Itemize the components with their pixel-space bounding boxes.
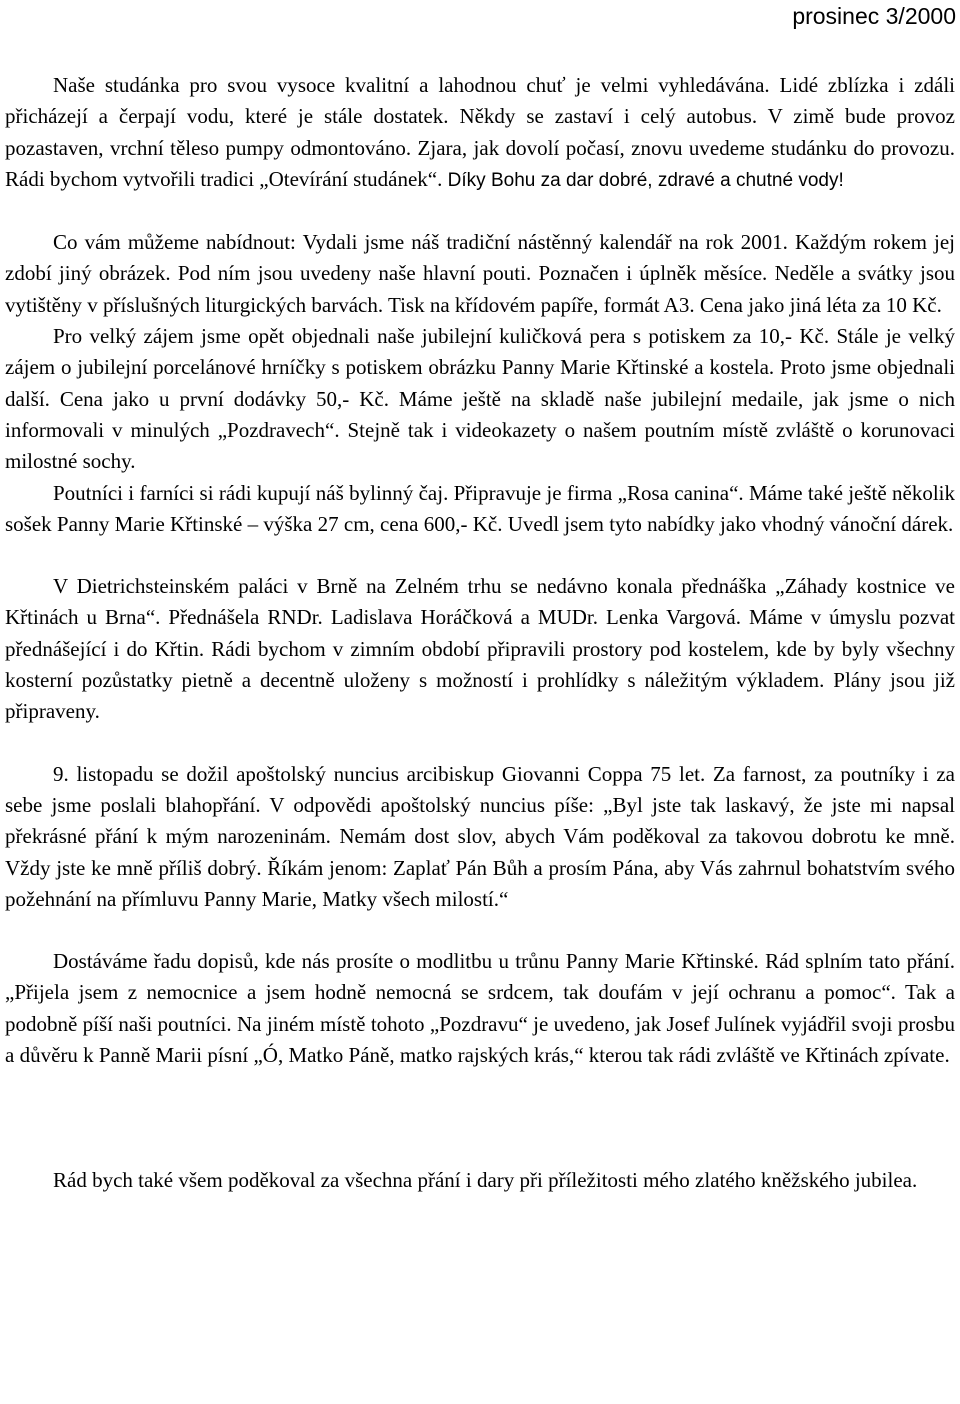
- paragraph-studanka: [5, 70, 955, 196]
- paragraph-lecture: V Dietrichsteinském paláci v Brně na Zelném trhu se nedávno konala přednáška „Záhady kostnice ve Křtinách u Brna“. Přednášela RNDr. Ladislava Horáčková a MUDr. Lenka Vargová. Máme v úmyslu pozvat přednášející i do Křtin. Rádi bychom v zimním období připravili prostory pod kostelem, kde by byly všechny kosterní pozůstatky pietně a decentně uloženy s možností i prohlídky s náležitým výkladem. Plány jsou již připraveny.: [5, 574, 955, 724]
- paragraph-studanka-text: Naše studánka pro svou vysoce kvalitní a lahodnou chuť je velmi vyhledávána. Lidé zblízka i zdáli přicházejí a čerpají vodu, které je stále dostatek. Někdy se zastaví i celý autobus. V zimě bude provoz pozastaven, vrchní těleso pumpy odmontováno. Zjara, jak dovolí počasí, znovu uvedeme studánku do provozu. Rádi bychom vytvořili tradici „Otevírání studánek“.: [5, 73, 955, 191]
- paragraph-tea: Poutníci i farníci si rádi kupují náš bylinný čaj. Připravuje je firma „Rosa canina“. Máme také ještě několik sošek Panny Marie Křtinské – výška 27 cm, cena 600,- Kč. Uvedl jsem tyto nabídky jako vhodný vánoční dárek.: [5, 480, 955, 536]
- paragraph-studanka-thanks: Díky Bohu za dar dobré, zdravé a chutné vody!: [442, 169, 844, 191]
- issue-header: prosinec 3/2000: [792, 3, 956, 29]
- paragraph-letters: Dostáváme řadu dopisů, kde nás prosíte o modlitbu u trůnu Panny Marie Křtinské. Rád splním tato přání. „Přijela jsem z nemocnice a jsem hodně nemocná se srdcem, tak doufám v její ochranu a pomoc“. Tak a podobně píší naši poutníci. Na jiném místě tohoto „Pozdravu“ je uvedeno, jak Josef Julínek vyjádřil svoji prosbu a důvěru k Panně Marii písní „Ó, Matko Páně, matko rajských krás,“ kterou tak rádi zvláště ve Křtinách zpívate.: [5, 949, 955, 1068]
- article-body: [5, 70, 955, 1197]
- paragraph-nuncio: 9. listopadu se dožil apoštolský nuncius arcibiskup Giovanni Coppa 75 let. Za farnost, za poutníky i za sebe jsme poslali blahopřání. V odpovědi apoštolský nuncius píše: „Byl jste tak laskavý, že jste mi napsal překrásné přání k mým narozeninám. Nemám dost slov, abych Vám poděkoval za takovou dobrotu ke mně. Vždy jste ke mně příliš dobrý. Říkám jenom: Zaplať Pán Bůh a prosím Pána, aby Vás zahrnul bohatstvím svého požehnání na přímluvu Panny Marie, Matky všech milostí.“: [5, 761, 955, 911]
- paragraph-jubilee: Rád bych také všem poděkoval za všechna přání i dary při příležitosti mého zlatého kněžského jubilea.: [53, 1168, 918, 1193]
- paragraph-calendar: Co vám můžeme nabídnout: Vydali jsme náš tradiční nástěnný kalendář na rok 2001. Každým rokem jej zdobí jiný obrázek. Pod ním jsou uvedeny naše hlavní pouti. Poznačen i úplněk měsíce. Neděle a svátky jsou vytištěny v příslušných liturgických barvách. Tisk na křídovém papíře, formát A3. Cena jako jiná léta za 10 Kč.: [5, 230, 955, 317]
- paragraph-offers: Pro velký zájem jsme opět objednali naše jubilejní kuličková pera s potiskem za 10,- Kč. Stále je velký zájem o jubilejní porcelánové hrníčky s potiskem obrázku Panny Marie Křtinské a kostela. Proto jsme objednali další. Cena jako u první dodávky 50,- Kč. Máme ještě na skladě naše jubilejní medaile, jak jsme o nich informovali v minulých „Pozdravech“. Stejně tak i videokazety o našem poutním místě zvláště o korunovaci milostné sochy.: [5, 324, 955, 474]
